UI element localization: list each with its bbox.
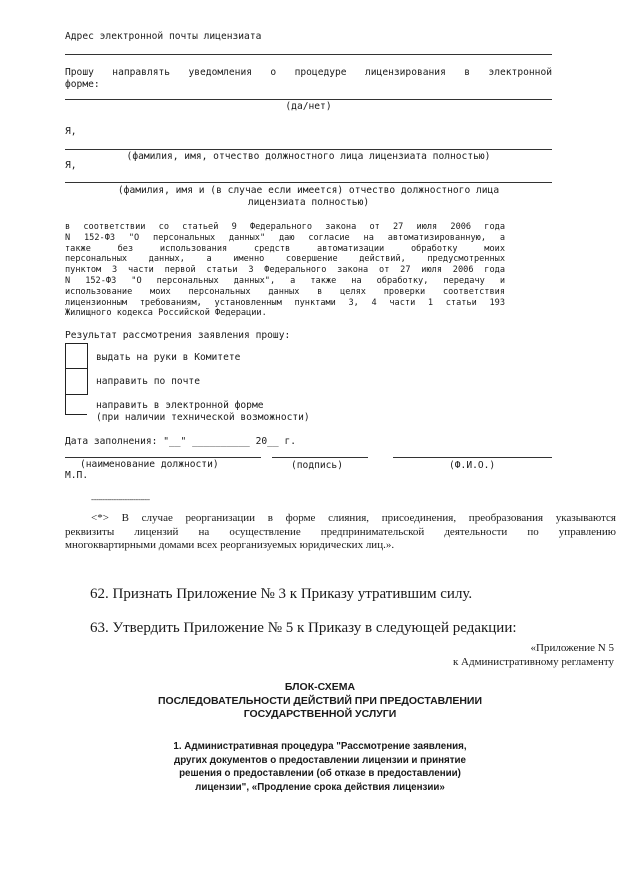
fio-full-caption-2: лицензиата полностью) <box>247 197 370 208</box>
position-line <box>65 457 261 458</box>
procedure-line: лицензии", «Продление срока действия лицензии» <box>195 781 445 793</box>
fio-caption: (Ф.И.О.) <box>449 460 496 471</box>
fio-full-line <box>65 182 552 183</box>
consent-line: использование моих персональных данных в целях проверки соответствия <box>65 286 505 297</box>
footnote-line: <*> В случае реорганизации в форме слияния, присоединения, преобразования указываются <box>91 512 616 524</box>
email-field-line <box>65 54 552 55</box>
schema-title <box>140 681 500 722</box>
footnote-line: реквизиты лицензий на осуществление предпринимательской деятельности по управлению <box>65 525 616 538</box>
consent-line: N 152-ФЗ "О персональных данных", а также на обработку, передачу и <box>65 275 505 286</box>
option-label-2: направить по почте <box>96 376 200 387</box>
ya-label-2: Я, <box>65 160 77 171</box>
option-label-1: выдать на руки в Комитете <box>96 352 241 363</box>
schema-title-line: ГОСУДАРСТВЕННОЙ УСЛУГИ <box>243 708 397 720</box>
procedure-line: других документов о предоставлении лицензии и принятие <box>173 754 467 766</box>
option-checkbox-2[interactable] <box>65 368 88 395</box>
consent-paragraph <box>65 222 505 319</box>
appendix-title: «Приложение N 5 <box>530 642 614 654</box>
option-checkbox-3[interactable] <box>65 394 87 415</box>
item-63: 63. Утвердить Приложение № 5 к Приказу в следующей редакции: <box>90 620 517 636</box>
consent-line: в соответствии со статьей 9 Федерального закона от 27 июля 2006 года <box>65 222 505 232</box>
notify-text-line-2: форме: <box>65 79 100 90</box>
email-label: Адрес электронной почты лицензиата <box>65 31 262 42</box>
procedure-line: решения о предоставлении (об отказе в предоставлении) <box>179 768 461 779</box>
consent-line: Жилищного кодекса Российской Федерации. <box>65 308 267 319</box>
footnote-line: многоквартирными домами всех реорганизуемых юридических лиц.». <box>65 539 395 551</box>
consent-line: пунктом 3 части первой статьи 3 Федерального закона от 27 июля 2006 года <box>65 265 505 276</box>
procedure-line: 1. Административная процедура "Рассмотрение заявления, <box>173 741 467 752</box>
consent-line: персональных данных, а именно совершение действий, предусмотренных <box>65 254 505 265</box>
schema-title-line: БЛОК-СХЕМА <box>284 681 356 693</box>
signature-caption: (подпись) <box>291 460 343 471</box>
appendix-subtitle: к Административному регламенту <box>452 656 614 668</box>
fio-full-caption-1: (фамилия, имя и (в случае если имеется) отчество должностного лица <box>117 185 500 196</box>
consent-line: также без использования средств автоматизации обработку моих <box>65 243 505 254</box>
consent-line: лицензионным требованиям, установленным пунктами 3, 4 части 1 статьи 193 <box>65 297 505 308</box>
footnote <box>65 512 616 553</box>
option-label-3: направить в электронной форме <box>96 400 264 411</box>
result-label: Результат рассмотрения заявления прошу: <box>65 330 291 341</box>
option-label-3-sub: (при наличии технической возможности) <box>96 412 310 423</box>
fio-official-line <box>65 149 552 150</box>
footnote-separator: -------------------------------- <box>91 497 150 504</box>
option-checkbox-1[interactable] <box>65 343 88 369</box>
signature-line <box>272 457 368 458</box>
fio-official-caption: (фамилия, имя, отчество должностного лица лицензиата полностью) <box>126 151 491 162</box>
schema-title-line: ПОСЛЕДОВАТЕЛЬНОСТИ ДЕЙСТВИЙ ПРИ ПРЕДОСТАВЛЕНИИ <box>157 694 483 707</box>
procedure-1 <box>140 740 500 794</box>
date-line: Дата заполнения: "__" __________ 20__ г. <box>65 436 297 447</box>
notify-text-line-1: Прошу направлять уведомления о процедуре лицензирования в электронной <box>65 67 552 78</box>
consent-line: N 152-ФЗ "О персональных данных" даю согласие на автоматизированную, а <box>65 232 505 243</box>
notify-caption: (да/нет) <box>285 101 332 112</box>
position-caption: (наименование должности) <box>80 459 219 470</box>
notify-answer-line <box>65 99 552 100</box>
item-62: 62. Признать Приложение № 3 к Приказу утратившим силу. <box>90 586 473 602</box>
mp-label: М.П. <box>65 470 89 481</box>
fio-line <box>393 457 552 458</box>
ya-label-1: Я, <box>65 126 77 137</box>
